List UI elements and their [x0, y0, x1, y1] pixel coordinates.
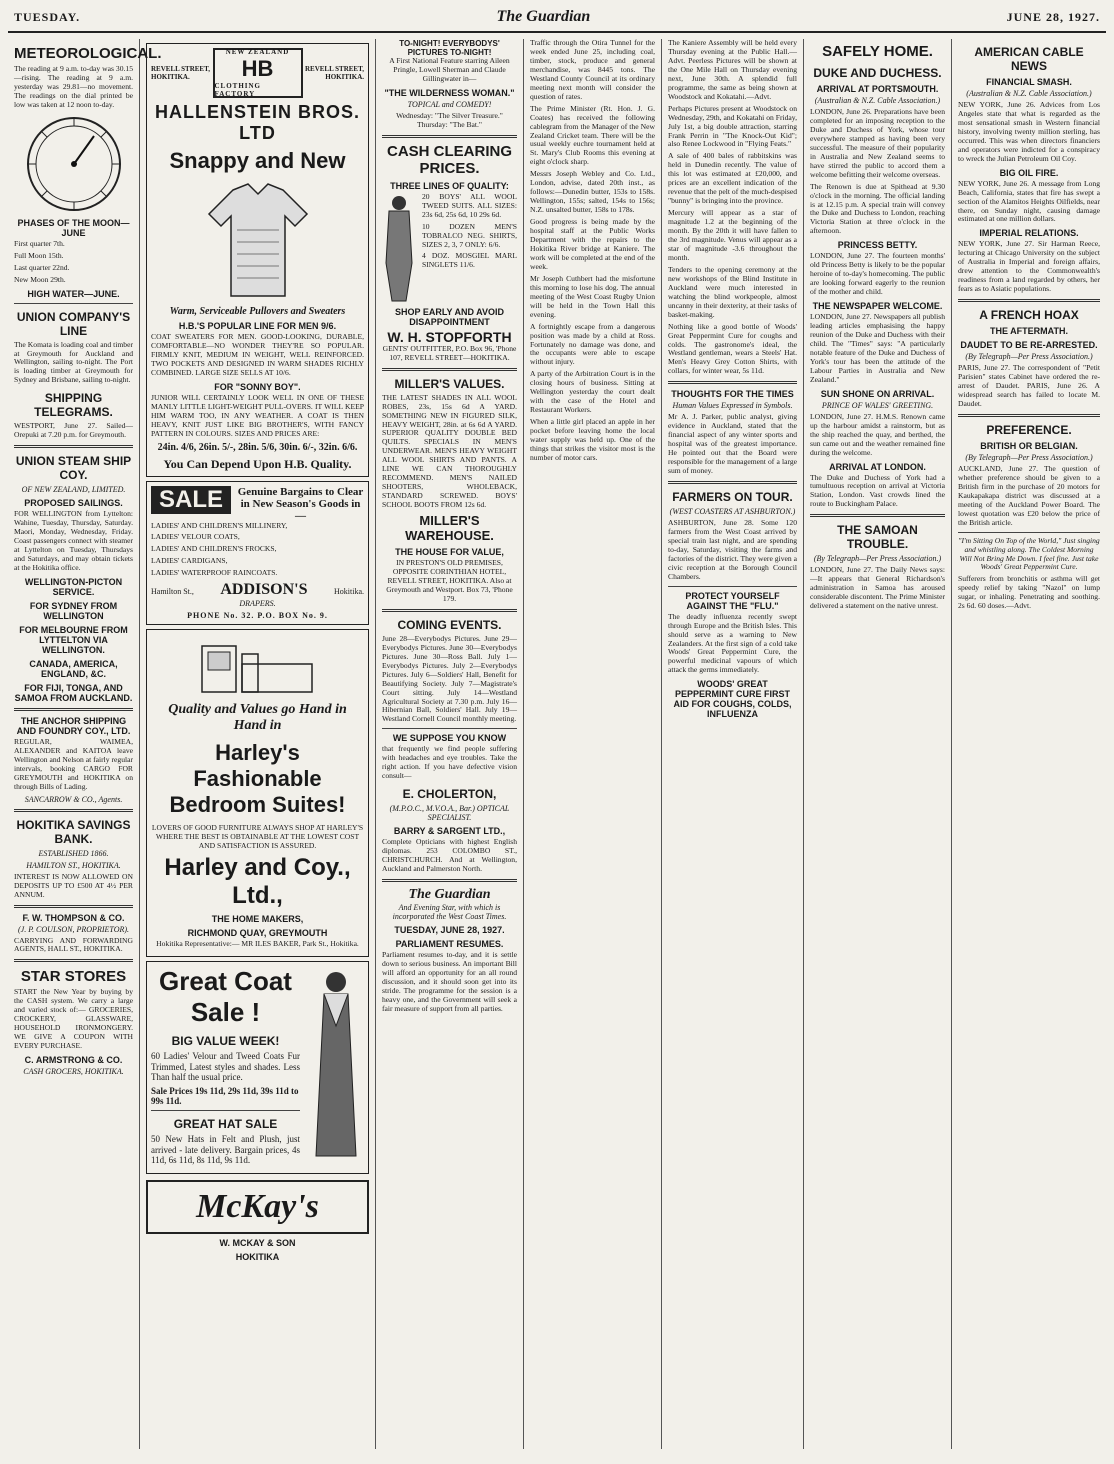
hb-text: COAT SWEATERS FOR MEN. GOOD-LOOKING, DURABLE, COMFORTABLE—NO WONDER THEY'RE SO POPULAR. FIRMLY KNIT, MEDIUM IN WEIGHT, WELL REINFORCED. TWO POCKETS AND DESIGNED IN WARM SHADES RICHLY COMBINED. LARGE SIZE SELLS AT 10/6. [151, 332, 364, 377]
addison-sub: DRAPERS. [239, 599, 276, 609]
arrival-london: ARRIVAL AT LONDON. [829, 461, 926, 472]
moon-row: Full Moon 15th. [14, 250, 64, 260]
gc-week: BIG VALUE WEEK! [171, 1034, 280, 1049]
pref-assoc: (By Telegraph—Per Press Association.) [965, 452, 1093, 462]
optician-sub: (M.P.O.C., M.V.O.A., Bar.) OPTICAL SPECIALIST. [389, 804, 510, 823]
sale-line: LADIES' AND CHILDREN'S MILLINERY, [151, 520, 288, 530]
union-title: UNION COMPANY'S LINE [16, 309, 131, 338]
sale-line: LADIES' VELOUR COATS, [151, 532, 240, 542]
hoax-title: A FRENCH HOAX [979, 308, 1079, 323]
harley-coy: Harley and Coy., Ltd., [164, 854, 351, 910]
thompson-sub: (J. P. COULSON, PROPRIETOR). [17, 924, 130, 934]
farmers-text: ASHBURTON, June 28. Some 120 farmers from the West Coast arrived by special train last night, and are spending to-day, Saturday, visiting the farms and factories of the district. They were given a civic reception at the Borough Council Chambers. [668, 517, 797, 581]
duke-title: DUKE AND DUCHESS. [813, 66, 942, 80]
news-para: LONDON, June 27. H.M.S. Renown came up the harbour amidst a rainstorm, but as the ship reached the quay, and berthed, the sun came out and the weather remained fine during the welcome. [810, 411, 945, 457]
addison-left: Hamilton St., [151, 587, 194, 597]
tele-text: WESTPORT, June 27. Sailed—Orepuki at 7.20 p.m. for Greymouth. [14, 421, 133, 440]
harley-ad [146, 629, 369, 957]
bank-title: HOKITIKA SAVINGS BANK. [16, 817, 131, 846]
news-para: Mr Joseph Cuthbert had the misfortune this morning to lose his dog. The annual meeting of the West Coast Rugby Union will be held in the Town Hall this evening. [530, 273, 655, 319]
column-1 [8, 39, 162, 1449]
hb-logo [213, 48, 303, 98]
cash-sub: THREE LINES OF QUALITY: [390, 180, 509, 191]
moon-row: Last quarter 22nd. [14, 262, 70, 272]
news-para: When a little girl placed an apple in her pocket before leaving home the local water supply was held up. One of the things that strikes the visitor most is the number of motor cars. [530, 417, 655, 462]
news-para: The Kaniere Assembly will be held every Thursday evening at the Public Hall.—Advt. Peerless Pictures will be shown at the One Mile Hall on Thursday evening next, June 30th. A splendid full programme, the same as being shown at Woodstock and Kokatahi.—Advt. [668, 38, 797, 101]
protect-footer: WOODS' GREAT PEPPERMINT CURE FIRST AID FOR COUGHS, COLDS, INFLUENZA [673, 679, 792, 720]
sale-head: Genuine Bargains to Clear in New Season's Goods in— [237, 485, 364, 522]
sale-line: LADIES' AND CHILDREN'S FROCKS, [151, 544, 277, 554]
hb-logo-factory: CLOTHING FACTORY [214, 82, 262, 98]
harley-addr: RICHMOND QUAY, GREYMOUTH [187, 928, 328, 939]
arrival-title: ARRIVAL AT PORTSMOUTH. [816, 84, 939, 94]
hb-slogan: Snappy and New [169, 148, 346, 173]
union-text: The Komata is loading coal and timber at Greymouth for Auckland and Wellington, sailing to-night. The Port is loading timber at Greymouth for Sydney and Brisbane, sailing to-night. [14, 339, 133, 385]
addison-phone: PHONE No. 32. P.O. BOX No. 9. [187, 611, 328, 621]
news-para: The Renown is due at Spithead at 9.30 o'clock in the morning. The official landing is at 12.15 p.m. A special train will convey the Duke and Duchess to London, reaching Victoria Station at three o'clock in the afternoon. [810, 181, 945, 236]
armstrong: C. ARMSTRONG & CO. [24, 1055, 123, 1066]
film-title: "THE WILDERNESS WOMAN." [384, 87, 515, 98]
moon-row: New Moon 29th. [14, 274, 66, 284]
sale-word: SALE [151, 486, 231, 514]
harley-title: Harley's Fashionable Bedroom Suites! [169, 740, 346, 818]
samoan-sub: (By Telegraph—Per Press Association.) [813, 554, 942, 564]
gc-prices: Sale Prices 19s 11d, 29s 11d, 39s 11d to 99s 11d. [151, 1085, 299, 1106]
gentleman-figure-icon [382, 193, 416, 303]
news-para: Messrs Joseph Webley and Co. Ltd., London, advise, dated 20th inst., as follows:—Dunedin butter, 153s to 158s. Wellington, 155s; salted, 154s to 156s; N.Z. unsalted butter, 158s to 178s. [530, 169, 655, 215]
news-para: PARIS, June 27. The correspondent of "Petit Parisien" states Cabinet have ordered the re-arrest of Daudet. PARIS, June 26. A widespread search has failed to locate M. Daudet. [958, 363, 1100, 408]
thompson-title: F. W. THOMPSON & CO. [22, 912, 125, 923]
tonight: TO-NIGHT! EVERYBODYS' PICTURES TO-NIGHT! [399, 39, 500, 57]
news-para: A sale of 400 bales of rabbitskins was held in Dunedin recently. The value of this lot was estimated at £20,000, and prices are an excellent indication of the revenue that the pelt of the much-despised "bunny" is bringing into the province. [668, 151, 797, 206]
stopforth: W. H. STOPFORTH [387, 328, 512, 345]
hb-left-address: REVELL STREET, HOKITIKA. [151, 65, 211, 81]
film-intro: A First National Feature starring Aileen Pringle, Lowell Sherman and Claude Gillingwater in— [389, 56, 510, 83]
gc-title: Great Coat Sale ! [159, 966, 292, 1028]
melb-title: FOR MELBOURNE FROM LYTTELTON VIA WELLINGTON. [19, 624, 128, 655]
thompson-text: CARRYING AND FORWARDING AGENTS, HALL ST., HOKITIKA. [14, 935, 133, 954]
news-para: Perhaps Pictures present at Woodstock on Wednesday, 29th, and Kokatahi on Friday, July 1st, a big double attraction, starring Frank Perrin in "The Knock-Out Kid"; also Renee Lockwood in "Flying Feats." [668, 103, 797, 149]
guardian-text: Parliament resumes to-day, and it is settle down to serious business. An important Bill will afford an opportunity for an all round discussion, and it should soon get into its stride. The programme for the session is a heavy one, and the Government will seek a fair measure of support from all parties. [382, 949, 517, 1013]
masthead [8, 8, 1106, 33]
tele-title: SHIPPING TELEGRAMS. [34, 391, 113, 420]
greatcoat-ad [146, 961, 369, 1174]
warehouse: MILLER'S WAREHOUSE. [405, 513, 494, 544]
hb-logo-nz: NEW ZEALAND [225, 48, 290, 56]
addison-right: Hokitika. [334, 587, 364, 597]
newspaper-title: THE NEWSPAPER WELCOME. [812, 301, 943, 312]
cash-title: CASH CLEARING PRICES. [386, 142, 512, 177]
news-para: LONDON, June 27. The Daily News says:—It appears that General Richardson's administration in Samoa has aroused considerable discontent. The Prime Minister delivered a statement on the native unrest. [810, 565, 945, 611]
column-5 [662, 39, 804, 1449]
harley-text: LOVERS OF GOOD FURNITURE ALWAYS SHOP AT HARLEY'S WHERE THE BEST IS OBTAINABLE AT THE LOWEST COST AND SATISFACTION IS ASSURED. [151, 823, 364, 851]
news-para: Sufferers from bronchitis or asthma will get speedy relief by taking "Nazol" on lump sugar, or inhaling. Penetrating and soothing. 2s 6d. 60 doses.—Advt. [958, 574, 1100, 611]
uss-sailings: PROPOSED SAILINGS. [24, 498, 123, 509]
coming-title: COMING EVENTS. [397, 617, 502, 632]
sargent-title: BARRY & SARGENT LTD., [393, 826, 506, 837]
coming-text: June 28—Everybodys Pictures. June 29—Everybodys Pictures. June 30—Everybodys Pictures. June 30—Ross Ball. July 1—Everybodys Pictures. July 2—Everybodys Pictures. July 6—Soldiers' Hall, Benefit for Beautifying Society. July 7—Magistrate's Court sitting. July 14—Westland Agricultural Society at 7.30 p.m. July 16—Hibernian Ball, Soldiers' Hall. July 19—Westland Cornell Council monthly meeting. [382, 633, 517, 724]
barometer-dial-icon [24, 114, 124, 214]
fiji-title: FOR FIJI, TONGA, AND SAMOA FROM AUCKLAND. [14, 682, 133, 703]
uss-sub: OF NEW ZEALAND, LIMITED. [21, 485, 126, 495]
harley-sub: THE HOME MAKERS, [211, 914, 304, 925]
sonny-text: JUNIOR WILL CERTAINLY LOOK WELL IN ONE OF THESE MANLY LITTLE LIGHT-WEIGHT PULL-OVERS. IT WILL KEEP HIM WARM TOO, IN ANY WEATHER. A COAT IS THEN HEAVY, KNIT JUST LIKE BIG BROTHER'S, WITH FANCY PATTERN IN COLOURS. SIZES AND PRICES ARE: [151, 392, 364, 438]
cash-item: 4 DOZ. MOSGIEL MARL SINGLETS 11/6. [422, 251, 517, 270]
miller-title: MILLER'S VALUES. [394, 376, 505, 391]
news-para: NEW YORK, June 26. Advices from Los Angeles state that what is regarded as the most sensational smash in Western financial history, involving twenty million sterling, has occurred. This was when directors financiers and operators were indicted for a conspiracy to wreck the Julian Petroleum Oil Coy. [958, 100, 1100, 163]
masthead-date: JUNE 28, 1927. [1006, 10, 1100, 24]
mckay-logo: McKay's [146, 1180, 369, 1234]
star-title: STAR STORES [20, 968, 127, 986]
news-para: The Duke and Duchess of York had a tumultuous reception on arrival at Victoria Station, London. Vast crowds lined the route to Buckingham Palace. [810, 472, 945, 509]
hb-logo-mark: HB [241, 56, 274, 81]
hat-title: GREAT HAT SALE [173, 1116, 278, 1131]
news-para: Good progress is being made by the hospital staff at the Public Works Department with the repairs to the Hokitika River bridge at Kaniere. The work will be completed at the end of the week. [530, 217, 655, 271]
anchor-text: REGULAR, WAIMEA, ALEXANDER and KAITOA leave Wellington and Nelson at fairly regular intervals, booking CARGO FOR GREYMOUTH and HOKITIKA on through Bills of Lading. [14, 736, 133, 791]
protect-title: PROTECT YOURSELF AGAINST THE "FLU." [685, 590, 780, 611]
optician: E. CHOLERTON, [402, 787, 497, 802]
anchor-title: THE ANCHOR SHIPPING AND FOUNDRY COY., LTD. [16, 715, 131, 736]
hb-footer: You Can Depend Upon H.B. Quality. [163, 456, 352, 471]
column-7 [952, 39, 1106, 1449]
film-next: Wednesday: "The Silver Treasure." Thursday: "The Bat." [396, 110, 503, 129]
guardian-head: PARLIAMENT RESUMES. [395, 938, 504, 949]
news-para: Mercury will appear as a star of magnitude 1.2 at the beginning of the month. By the 20th it will have fallen to the 3rd magnitude. Venus will appear as a star of magnitude -3.6 throughout the month. [668, 208, 797, 262]
guardian-date: TUESDAY, JUNE 28, 1927. [394, 924, 505, 935]
news-para: LONDON, June 27. Newspapers all publish leading articles emphasising the happy reunion of the Duke and Duchess with their child. The "Times" says: "A particularly notable feature of the Duke and Duchess of York's tour has been the attitude of the Labour Parties in Australia and New Zealand." [810, 312, 945, 384]
film-sub: TOPICAL and COMEDY! [407, 99, 492, 109]
column-6 [804, 39, 952, 1449]
met-text: The reading at 9 a.m. to-day was 30.15—rising. The reading at 9 a.m. yesterday was 29.81—no movement. The readings on the dial printed be low was taken at 12 noon to-day. [14, 64, 133, 109]
column-4 [524, 39, 662, 1449]
cash-item: 10 DOZEN MEN'S TOBRALCO NEG. SHIRTS, SIZES 2, 3, 7 ONLY: 6/6. [422, 221, 517, 249]
warehouse-addr: IN PRESTON'S OLD PREMISES, OPPOSITE CORINTHIAN HOTEL, REVELL STREET, HOKITIKA. Also at Greymouth and Westport. Box 73, 'Phone 179. [386, 558, 513, 603]
news-para: A fortnightly escape from a dangerous position was made by a child at Ross. Fortunately no damage was done, and the occupants were able to escape without injury. [530, 321, 655, 367]
met-title: METEOROLOGICAL. [14, 45, 162, 62]
pref-sub: BRITISH OR BELGIAN. [980, 440, 1078, 451]
samoan-title: THE SAMOAN TROUBLE. [837, 523, 918, 552]
sweater-icon [203, 180, 313, 300]
protect-text: The deadly influenza recently swept through Europe and the British Isles. This should serve as a warning to New Zealanders. At the first sign of a cold take Woods' Great Peppermint Cure, the powerful medicinal vapours of which attack the germs immediately. [668, 611, 797, 675]
coat-figure-icon [306, 966, 364, 1166]
sun-sub: PRINCE OF WALES' GREETING. [821, 400, 934, 410]
hoax-sub2: DAUDET TO BE RE-ARRESTED. [960, 340, 1098, 351]
bank-text: INTEREST IS NOW ALLOWED ON DEPOSITS UP TO £500 AT 4½ PER ANNUM. [14, 871, 133, 899]
farmers-sub: (WEST COASTERS AT ASHBURTON.) [669, 506, 796, 516]
sun-title: SUN SHONE ON ARRIVAL. [820, 388, 935, 399]
star-text: START the New Year by buying by the CASH system. We carry a large and varied stock of:— GROCERIES, CROCKERY, GLASSWARE, HOUSEHOLD IRONMONGERY. WE GIVE A COUPON WITH EVERY PURCHASE. [14, 987, 133, 1051]
columns [8, 39, 1106, 1449]
miller-text: THE LATEST SHADES IN ALL WOOL ROBES, 23s, 15s 6d A YARD. SOMETHING NEW IN FIGURED SILK, HEAVY WEIGHT, 28in. at 6s 6d A YARD. SUPERIOR QUALITY DOUBLE BED QUILTS. SPECIALS IN MEN'S UNDERWEAR. MEN'S HEAVY WEIGHT ALL WOOL SHIRTS AND PANTS. A LINE WE CAN THOROUGHLY RECOMMEND. MEN'S NAILED SHOOTERS, WHOLEBACK, STANDARD SCREWED. BOYS' SCHOOL BOOTS FROM 12s 6d. [382, 392, 517, 510]
hb-right-address: REVELL STREET, HOKITIKA. [304, 65, 364, 81]
sale-line: LADIES' CARDIGANS, [151, 556, 228, 566]
wp-title: WELLINGTON-PICTON SERVICE. [24, 576, 123, 597]
mckay-sub: W. MCKAY & SON [219, 1237, 296, 1248]
bedroom-suite-icon [198, 640, 318, 696]
harley-top: Quality and Values go Hand in Hand in [168, 702, 347, 734]
news-para: NEW YORK, June 26. A message from Long Beach, California, states that fire has swept a section of the Alamitos Heights Oilfields, near there, on Sunday night, causing damage estimated at one million dollars. [958, 178, 1100, 224]
news-para: LONDON, June 27. The fourteen months' old Princess Betty is likely to be the popular heroine of to-day's homecoming. The public are looking forward eagerly to the reunion of the mother and child. [810, 251, 945, 297]
hb-popular: H.B.'S POPULAR LINE FOR MEN 9/6. [178, 321, 337, 331]
news-para: LONDON, June 26. Preparations have been completed for an imposing reception to the Duke and Duchess of York, whose tour everywhere stamped as having been very successful. The measure of their popularity in Australia and New Zealand seems to have stirred the public to accord them a welcome befitting their welcome overseas. [810, 107, 945, 179]
news-para: A party of the Arbitration Court is in the closing hours of business. Sitting at Wellington yesterday the court dealt with the case of the Hotel and Restaurant Workers. [530, 369, 655, 415]
sydney-title: FOR SYDNEY FROM WELLINGTON [29, 600, 118, 621]
sonny-prices: 24in. 4/6, 26in. 5/-, 28in. 5/6, 30in. 6/-, 32in. 6/6. [157, 441, 358, 453]
moon-row: First quarter 7th. [14, 238, 65, 248]
support-text: that frequently we find people suffering with headaches and eye troubles. Take the right action. If you have defective vision consult— [382, 744, 517, 781]
water-title: HIGH WATER—JUNE. [27, 288, 120, 299]
hat-text: 50 New Hats in Felt and Plush, just arrived - late delivery. Bargain prices, 4s 11d, 6s 11d, 8s 11d, 9s 11d. [151, 1133, 300, 1166]
bank-addr: HAMILTON ST., HOKITIKA. [26, 860, 121, 870]
hoax-assoc: (By Telegraph—Per Press Association.) [965, 352, 1093, 362]
sargent-text: Complete Opticians with highest English diplomas. 253 COLOMBO ST., CHRISTCHURCH. And at Wellington, Auckland and Palmerston North. [382, 837, 517, 874]
sonny-title: FOR "SONNY BOY". [214, 381, 301, 392]
warehouse-sub: THE HOUSE FOR VALUE, [395, 547, 504, 558]
farmers-title: FARMERS ON TOUR. [672, 489, 793, 504]
hallenstein-ad [146, 43, 369, 477]
pref-title: PREFERENCE. [986, 422, 1072, 437]
column-2 [140, 39, 376, 1449]
thoughts-title: THOUGHTS FOR THE TIMES [671, 389, 794, 400]
cash-shop: SHOP EARLY AND AVOID DISAPPOINTMENT [394, 306, 505, 327]
news-para: Traffic through the Otira Tunnel for the week ended June 25, including coal, timber, stock, produce and general merchandise, was 8445 tons. The Westland County Council at its ordinary meeting next month will consider the question of rates. [530, 38, 655, 101]
news-para: Nothing like a good bottle of Woods' Great Peppermint Cure for coughs and colds. The gastronome's ideal, the Westland gentleman, wears a Steels' Hat. Men's Heavy Grey Cotton Shirts, with collars, for winter wear, 5s 11d. [668, 321, 797, 376]
anchor-agent: SANCARROW & CO., Agents. [24, 794, 123, 804]
guardian-sub: And Evening Star, with which is incorporated the West Coast Times. [392, 902, 507, 921]
assoc: (Australian & N.Z. Cable Association.) [814, 96, 941, 105]
bank-sub: ESTABLISHED 1866. [38, 848, 109, 858]
uss-text: FOR WELLINGTON from Lyttelton: Wahine, Tuesday, Thursday, Saturday. Maori, Monday, Wednesday, Friday. Coast passengers connect with steamer at Lyttelton on Tuesday, Thursdays and Saturdays, and may obtain tickets at the Hokitika office. [14, 509, 133, 572]
poem: "I'm Sitting On Top of the World," Just singing and whistling along. The Coldest Morning Will Not Bring Me Down. I feel fine. Just take Woods' Great Peppermint Cure. [958, 535, 1100, 572]
addison-ad [146, 481, 369, 626]
guardian-title: The Guardian [408, 886, 491, 902]
thoughts-sub: Human Values Expressed in Symbols. [672, 401, 793, 411]
hoax-sub: THE AFTERMATH. [990, 326, 1068, 337]
armstrong-sub: CASH GROCERS, HOKITIKA. [23, 1067, 124, 1077]
newspaper-page [8, 8, 1106, 1448]
harley-rep: Hokitika Representative:— MR ILES BAKER, Park St., Hokitika. [156, 939, 359, 949]
masthead-day: TUESDAY. [14, 10, 81, 24]
support-title: WE SUPPOSE YOU KNOW [392, 733, 507, 744]
sale-line: LADIES' WATERPROOF RAINCOATS. [151, 568, 278, 578]
stopforth-sub: GENTS' OUTFITTER, P.O. Box 96, 'Phone 107, REVELL STREET—HOKITIKA. [382, 343, 517, 362]
canada-title: CANADA, AMERICA, ENGLAND, &C. [29, 658, 118, 679]
moon-title: PHASES OF THE MOON—JUNE [17, 217, 130, 238]
big-fire-title: BIG OIL FIRE. [999, 167, 1059, 178]
cash-item: 20 BOYS' ALL WOOL TWEED SUITS. ALL SIZES: 23s 6d, 25s 6d, 10 29s 6d. [422, 191, 517, 219]
princess-title: PRINCESS BETTY. [837, 240, 918, 251]
news-para: The Prime Minister (Rt. Hon. J. G. Coates) has received the following cablegram from the Manager of the New Zealand Cricket team. There will be the usual weekly euchre tournament held at St. Mary's Club Rooms this evening at eight o'clock sharp. [530, 103, 655, 167]
column-3 [376, 39, 524, 1449]
cable-title: AMERICAN CABLE NEWS [974, 45, 1084, 73]
hb-warm: Warm, Serviceable Pullovers and Sweaters [169, 306, 346, 317]
addison-name: ADDISON'S [220, 581, 308, 599]
gc-text: 60 Ladies' Velour and Tweed Coats Fur Trimmed, Latest styles and shades. Less Than half the usual price. [151, 1051, 300, 1083]
safely-title: SAFELY HOME. [822, 43, 933, 60]
uss-title: UNION STEAM SHIP COY. [15, 454, 132, 483]
hb-firm: HALLENSTEIN BROS. LTD [154, 102, 360, 143]
mckay-town: HOKITIKA [235, 1251, 280, 1262]
news-para: AUCKLAND, June 27. The question of whether preference should be given to a British firm in the purchase of 20 motors for Kaukapakapa district was discussed at a meeting of the Auckland Power Board. The lowest quotation was £20 below the price of the British article. [958, 463, 1100, 527]
news-para: NEW YORK, June 27. Sir Harman Reece, lecturing at Chicago University on the subject of Australia in Imperial and foreign affairs, drew attention to the Commonwealth's readiness from a land regarded by others, her fears as to Asiatic populations. [958, 239, 1100, 294]
cable-sub: FINANCIAL SMASH. [986, 77, 1072, 87]
news-para: Tenders to the opening ceremony at the new workshops of the Blind Institute in Auckland were much interested in watching the blind workpeople, almost uncanny in their dexterity, at their tasks of basket-making. [668, 264, 797, 319]
masthead-title: The Guardian [496, 8, 591, 25]
imperial-title: IMPERIAL RELATIONS. [979, 228, 1079, 239]
thoughts-text: Mr A. J. Parker, public analyst, giving evidence in Auckland, stated that the financial aspect of any winter sports and hospital was of the greatest importance. He pointed out that the Board were responsible for the management of a large sum of money. [668, 412, 797, 476]
assoc: (Australian & N.Z. Cable Association.) [966, 89, 1092, 98]
